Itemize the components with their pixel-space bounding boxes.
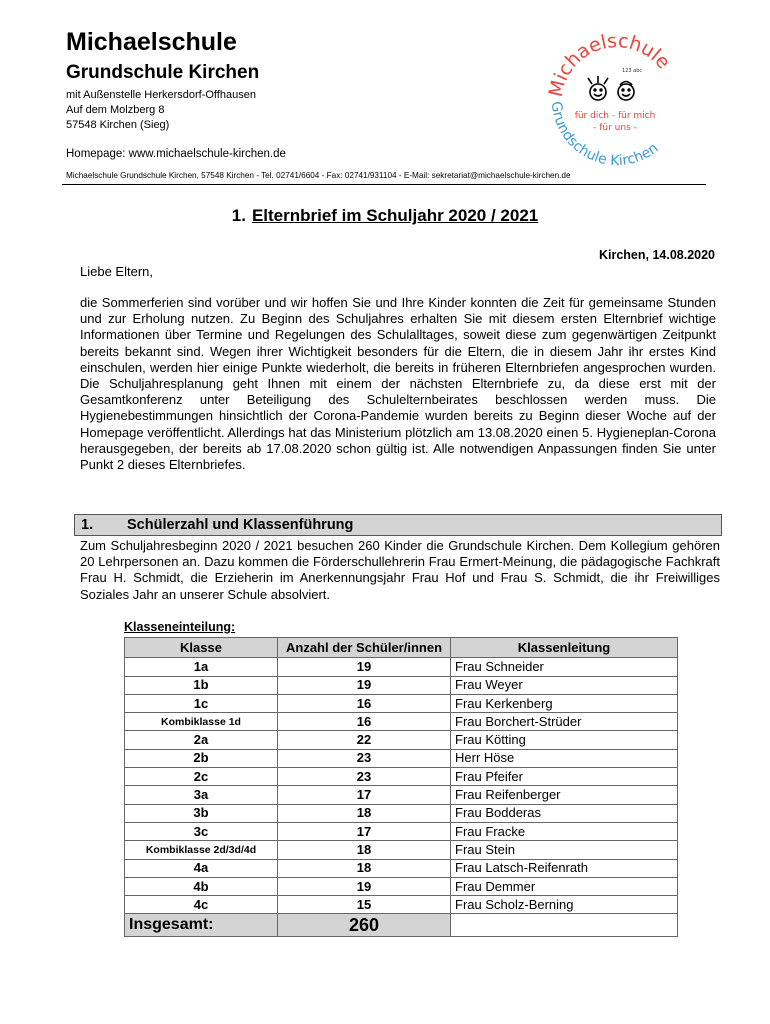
cell-anzahl: 19 bbox=[278, 877, 451, 895]
section-1-title: Schülerzahl und Klassenführung bbox=[127, 517, 354, 533]
cell-anzahl: 22 bbox=[278, 731, 451, 749]
table-row bbox=[125, 804, 678, 822]
cell-klasse: 1c bbox=[125, 694, 278, 712]
cell-klasse: 2b bbox=[125, 749, 278, 767]
cell-anzahl: 18 bbox=[278, 859, 451, 877]
logo-arc-bottom: Grundschule Kirchen bbox=[547, 100, 662, 170]
contact-line: Michaelschule Grundschule Kirchen, 57548 Kirchen - Tel. 02741/6604 - Fax: 02741/931104 - E-Mail: sekretariat@michaelschule-kirchen.de bbox=[66, 171, 571, 180]
cell-anzahl: 19 bbox=[278, 658, 451, 676]
cell-klasse: 3a bbox=[125, 786, 278, 804]
table-caption: Klasseneinteilung: bbox=[124, 620, 236, 634]
city-address: 57548 Kirchen (Sieg) bbox=[66, 119, 170, 131]
cell-klasse: Kombiklasse 2d/3d/4d bbox=[125, 841, 278, 859]
school-name: Michaelschule bbox=[66, 28, 237, 56]
cell-leitung: Frau Demmer bbox=[451, 877, 678, 895]
total-empty-cell bbox=[451, 914, 678, 937]
cell-klasse: 3c bbox=[125, 822, 278, 840]
letter-title bbox=[0, 206, 770, 226]
table-row bbox=[125, 896, 678, 914]
section-1-number: 1. bbox=[81, 517, 94, 533]
letter-title-number: 1. bbox=[231, 206, 246, 225]
cell-anzahl: 15 bbox=[278, 896, 451, 914]
cell-klasse: 4c bbox=[125, 896, 278, 914]
cell-leitung: Frau Borchert-Strüder bbox=[451, 713, 678, 731]
cell-klasse: 1a bbox=[125, 658, 278, 676]
section-1-paragraph: Zum Schuljahresbeginn 2020 / 2021 besuchen 260 Kinder die Grundschule Kirchen. Dem Kollegium gehören 20 Lehrpersonen an. Dazu kommen die Förderschullehrerin Frau Ermert-Meinung, die pädagogische Fachkraft Frau H. Schmidt, die Erzieherin im Anerkennungsjahr Frau Hof und Frau S. Schmidt, die ihr Freiwilliges Soziales Jahr an unserer Schule absolviert. bbox=[80, 538, 720, 602]
cell-klasse: 4b bbox=[125, 877, 278, 895]
cell-anzahl: 23 bbox=[278, 768, 451, 786]
cell-anzahl: 16 bbox=[278, 713, 451, 731]
cell-leitung: Frau Stein bbox=[451, 841, 678, 859]
homepage-link[interactable]: Homepage: www.michaelschule-kirchen.de bbox=[66, 148, 286, 160]
cell-klasse: 2c bbox=[125, 768, 278, 786]
table-row bbox=[125, 859, 678, 877]
cell-klasse: 1b bbox=[125, 676, 278, 694]
cell-klasse: 2a bbox=[125, 731, 278, 749]
table-row bbox=[125, 713, 678, 731]
table-row bbox=[125, 786, 678, 804]
logo-motto-2: - für uns - bbox=[593, 123, 637, 133]
cell-leitung: Frau Reifenberger bbox=[451, 786, 678, 804]
logo-motto-1: für dich - für mich bbox=[574, 111, 656, 121]
letter-date: Kirchen, 14.08.2020 bbox=[598, 248, 715, 262]
table-row bbox=[125, 749, 678, 767]
header-anzahl: Anzahl der Schüler/innen bbox=[278, 638, 451, 658]
cell-leitung: Frau Kerkenberg bbox=[451, 694, 678, 712]
table-row bbox=[125, 822, 678, 840]
cell-leitung: Frau Bodderas bbox=[451, 804, 678, 822]
table-row bbox=[125, 877, 678, 895]
cell-leitung: Frau Schneider bbox=[451, 658, 678, 676]
street-address: Auf dem Molzberg 8 bbox=[66, 104, 165, 116]
kids-faces-icon bbox=[588, 76, 634, 100]
cell-anzahl: 23 bbox=[278, 749, 451, 767]
table-header-row bbox=[125, 638, 678, 658]
cell-anzahl: 16 bbox=[278, 694, 451, 712]
cell-anzahl: 19 bbox=[278, 676, 451, 694]
cell-klasse: 3b bbox=[125, 804, 278, 822]
section-1-header bbox=[74, 514, 722, 536]
cell-anzahl: 17 bbox=[278, 786, 451, 804]
table-row bbox=[125, 658, 678, 676]
letter-title-text: Elternbrief im Schuljahr 2020 / 2021 bbox=[251, 206, 539, 225]
logo-arc-top: Michaelschule bbox=[544, 30, 675, 100]
school-type: Grundschule Kirchen bbox=[66, 62, 260, 83]
cell-anzahl: 17 bbox=[278, 822, 451, 840]
cell-leitung: Frau Pfeifer bbox=[451, 768, 678, 786]
table-row bbox=[125, 694, 678, 712]
table-row bbox=[125, 676, 678, 694]
cell-leitung: Frau Kötting bbox=[451, 731, 678, 749]
cell-leitung: Frau Fracke bbox=[451, 822, 678, 840]
cell-klasse: 4a bbox=[125, 859, 278, 877]
cell-leitung: Frau Weyer bbox=[451, 676, 678, 694]
cell-klasse: Kombiklasse 1d bbox=[125, 713, 278, 731]
cell-leitung: Herr Höse bbox=[451, 749, 678, 767]
cell-anzahl: 18 bbox=[278, 804, 451, 822]
table-row bbox=[125, 768, 678, 786]
cell-leitung: Frau Scholz-Berning bbox=[451, 896, 678, 914]
table-row bbox=[125, 841, 678, 859]
header-klasse: Klasse bbox=[125, 638, 278, 658]
header-klassenleitung: Klassenleitung bbox=[451, 638, 678, 658]
intro-paragraph: die Sommerferien sind vorüber und wir hoffen Sie und Ihre Kinder konnten die Zeit für gemeinsame Stunden und zur Erholung nutzen. Zu Beginn des Schuljahres erhalten Sie mit diesem ersten Elternbrief wichtige Informationen über Termine und Regelungen des Schulalltages, soweit diese zum gegenwärtigen Zeitpunkt bereits bekannt sind. Wegen ihrer Wichtigkeit besonders für die Eltern, die in diesem Jahr ihr erstes Kind einschulen, werden hier einige Punkte wiederholt, die bereits in früheren Elternbriefen angesprochen wurden. Die Schuljahresplanung geht Ihnen mit einem der nächsten Elternbriefe zu, da diese erst mit der Gesamtkonferenz unter Beteiligung des Schulelternbeirates beschlossen werden muss. Die Hygienebestimmungen hinsichtlich der Corona-Pandemie wurden bereits zu Beginn dieser Woche auf der Homepage veröffentlicht. Allerdings hat das Ministerium plötzlich am 13.08.2020 einen 5. Hygieneplan-Corona herausgegeben, der bereits ab 17.08.2020 schon gültig ist. Alle notwendigen Anpassungen finden Sie unter Punkt 2 dieses Elternbriefes. bbox=[80, 295, 716, 473]
table-row bbox=[125, 731, 678, 749]
total-label: Insgesamt: bbox=[125, 914, 278, 937]
header-divider bbox=[62, 184, 706, 185]
total-value: 260 bbox=[278, 914, 451, 937]
logo-small-text: 123 abc bbox=[622, 68, 643, 74]
cell-anzahl: 18 bbox=[278, 841, 451, 859]
school-logo bbox=[540, 20, 690, 175]
greeting: Liebe Eltern, bbox=[80, 264, 153, 279]
cell-leitung: Frau Latsch-Reifenrath bbox=[451, 859, 678, 877]
branch-address: mit Außenstelle Herkersdorf-Offhausen bbox=[66, 89, 256, 101]
class-table bbox=[124, 637, 678, 937]
table-total-row bbox=[125, 914, 678, 937]
